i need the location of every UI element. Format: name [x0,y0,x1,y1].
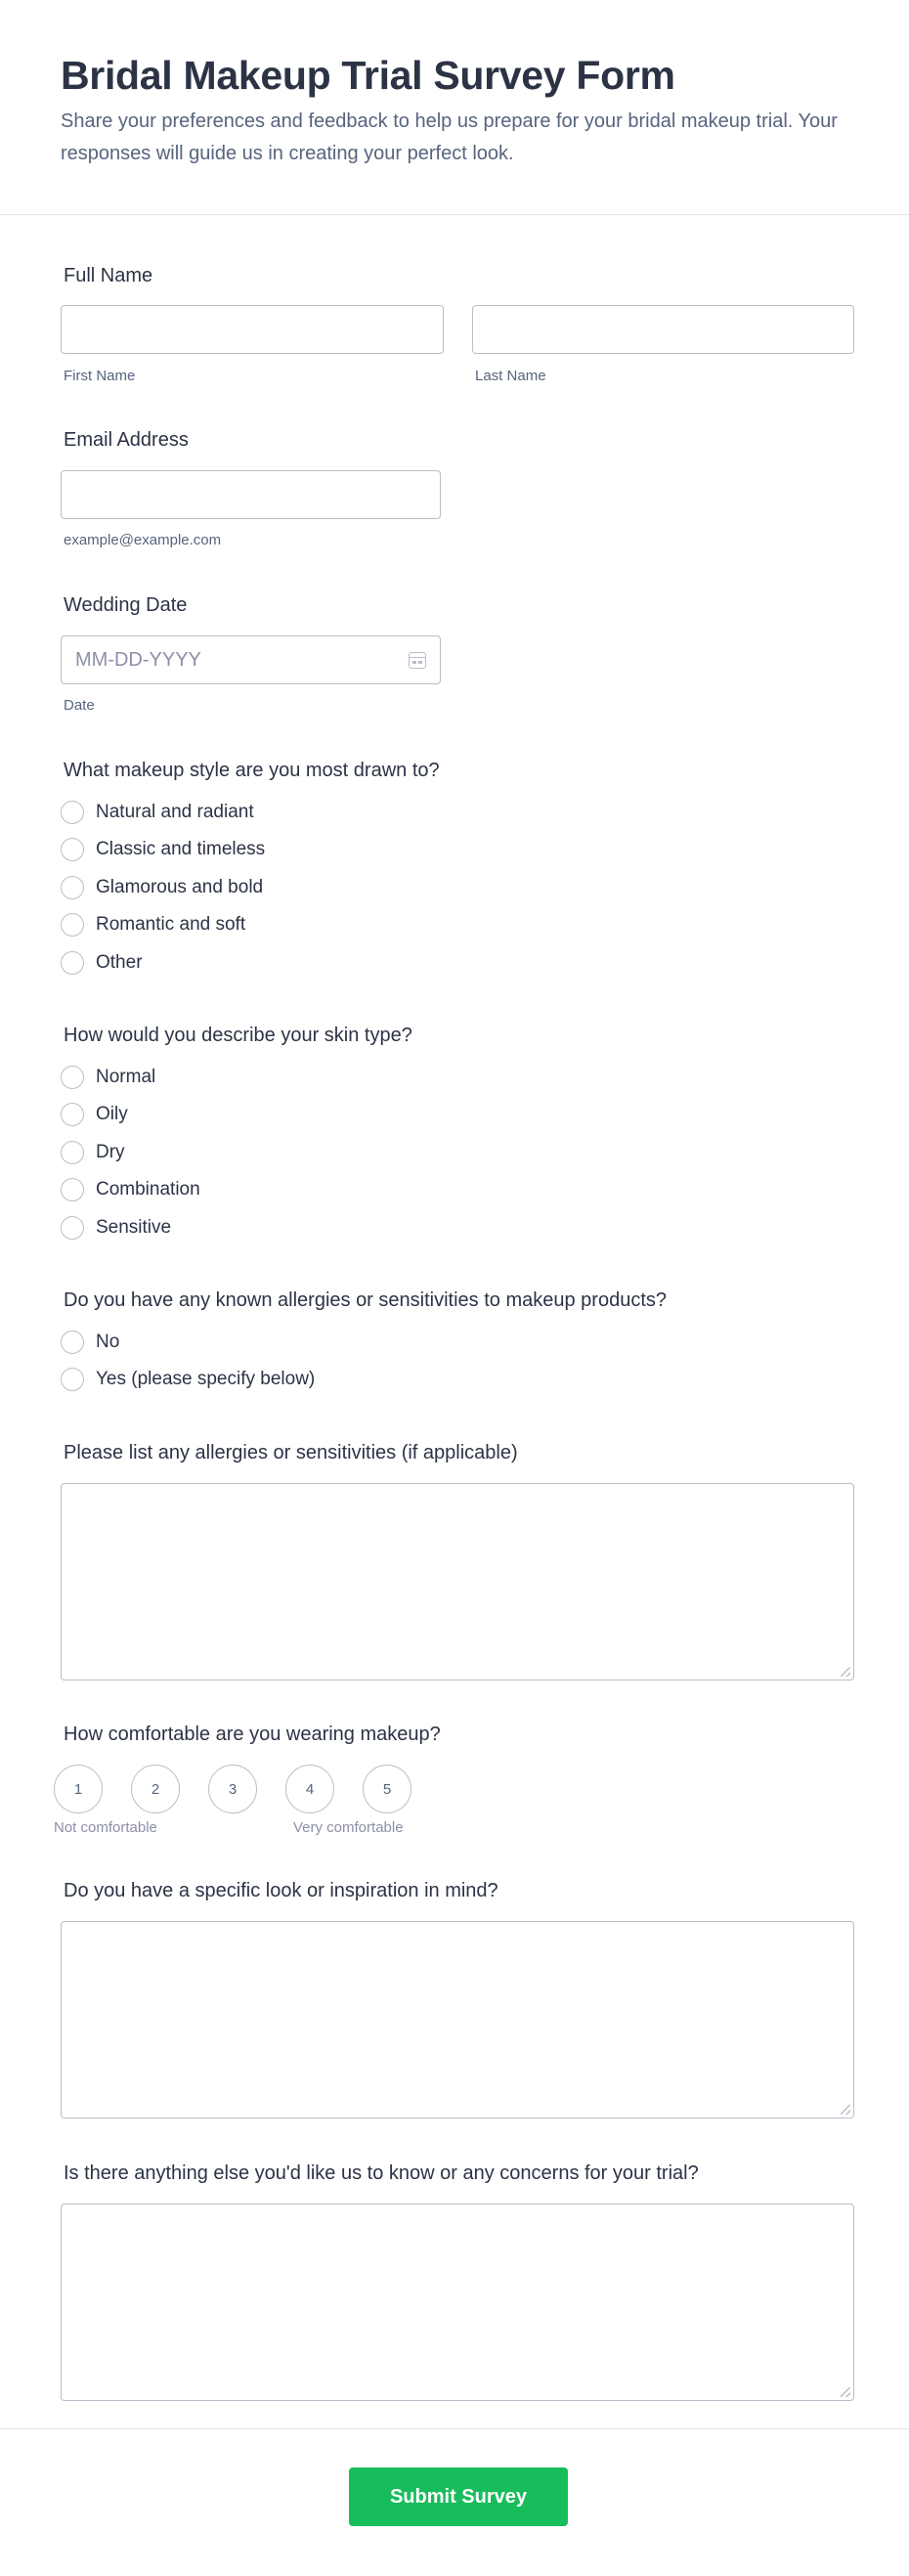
email-label: Email Address [64,429,189,451]
skin-type-option[interactable] [61,1176,200,1203]
option-label: Classic and timeless [96,839,266,859]
option-label: Glamorous and bold [96,877,264,897]
option-label: Combination [96,1179,200,1200]
makeup-style-option[interactable] [61,799,254,826]
radio-button[interactable] [61,1216,84,1240]
survey-form [0,215,909,2428]
option-label: Sensitive [96,1217,172,1238]
scale-option-2[interactable]: 2 [131,1765,180,1813]
allergy-list-label: Please list any allergies or sensitivities (if applicable) [64,1442,518,1463]
full-name-label: Full Name [64,265,153,286]
wedding-date-input[interactable] [61,635,441,684]
radio-button[interactable] [61,1178,84,1201]
scale-option-3[interactable]: 3 [208,1765,257,1813]
makeup-style-label: What makeup style are you most drawn to? [64,760,440,781]
page-title: Bridal Makeup Trial Survey Form [61,53,675,98]
makeup-style-option[interactable] [61,949,143,977]
scale-option-1[interactable]: 1 [54,1765,103,1813]
skin-type-option[interactable] [61,1214,171,1242]
inspiration-textarea[interactable] [61,1921,854,2118]
option-label: Oily [96,1104,128,1124]
radio-button[interactable] [61,801,84,824]
radio-button[interactable] [61,1331,84,1354]
radio-button[interactable] [61,1368,84,1391]
makeup-style-option[interactable] [61,836,265,863]
comfort-label: How comfortable are you wearing makeup? [64,1724,441,1745]
first-name-input[interactable] [61,305,444,354]
radio-button[interactable] [61,838,84,861]
radio-button[interactable] [61,913,84,937]
concerns-textarea[interactable] [61,2204,854,2401]
allergy-list-textarea[interactable] [61,1483,854,1681]
scale-option-5[interactable]: 5 [363,1765,411,1813]
first-name-sublabel: First Name [64,368,136,384]
option-label: Other [96,952,143,973]
radio-button[interactable] [61,876,84,899]
date-sublabel: Date [64,697,95,714]
skin-type-option[interactable] [61,1064,155,1091]
scale-min-label: Not comfortable [54,1819,157,1836]
radio-button[interactable] [61,1066,84,1089]
skin-type-option[interactable] [61,1139,125,1166]
resize-handle-icon[interactable] [841,2105,850,2115]
skin-type-option[interactable] [61,1101,128,1128]
allergies-option[interactable] [61,1366,315,1393]
option-label: Yes (please specify below) [96,1369,316,1389]
radio-button[interactable] [61,1103,84,1126]
calendar-icon[interactable] [409,652,426,669]
skin-type-label: How would you describe your skin type? [64,1025,412,1046]
option-label: Normal [96,1067,156,1087]
allergies-option[interactable] [61,1329,119,1356]
last-name-input[interactable] [472,305,854,354]
concerns-label: Is there anything else you'd like us to know or any concerns for your trial? [64,2162,699,2184]
wedding-date-label: Wedding Date [64,594,188,616]
option-label: No [96,1332,120,1352]
scale-max-label: Very comfortable [293,1819,404,1836]
resize-handle-icon[interactable] [841,1667,850,1677]
resize-handle-icon[interactable] [841,2387,850,2397]
email-input[interactable] [61,470,441,519]
allergies-label: Do you have any known allergies or sensitivities to makeup products? [64,1289,667,1311]
form-header [0,0,909,215]
option-label: Natural and radiant [96,802,254,822]
makeup-style-option[interactable] [61,911,245,939]
page-subtitle: Share your preferences and feedback to help us prepare for your bridal makeup trial. Your responses will guide us in creating your perfect look. [61,110,838,164]
option-label: Dry [96,1142,125,1162]
makeup-style-option[interactable] [61,874,263,901]
last-name-sublabel: Last Name [475,368,546,384]
radio-button[interactable] [61,951,84,975]
submit-survey-button[interactable]: Submit Survey [349,2467,568,2526]
form-footer [0,2428,909,2576]
scale-option-4[interactable]: 4 [285,1765,334,1813]
email-sublabel: example@example.com [64,532,222,548]
inspiration-label: Do you have a specific look or inspiration in mind? [64,1880,498,1901]
radio-button[interactable] [61,1141,84,1164]
option-label: Romantic and soft [96,914,246,935]
